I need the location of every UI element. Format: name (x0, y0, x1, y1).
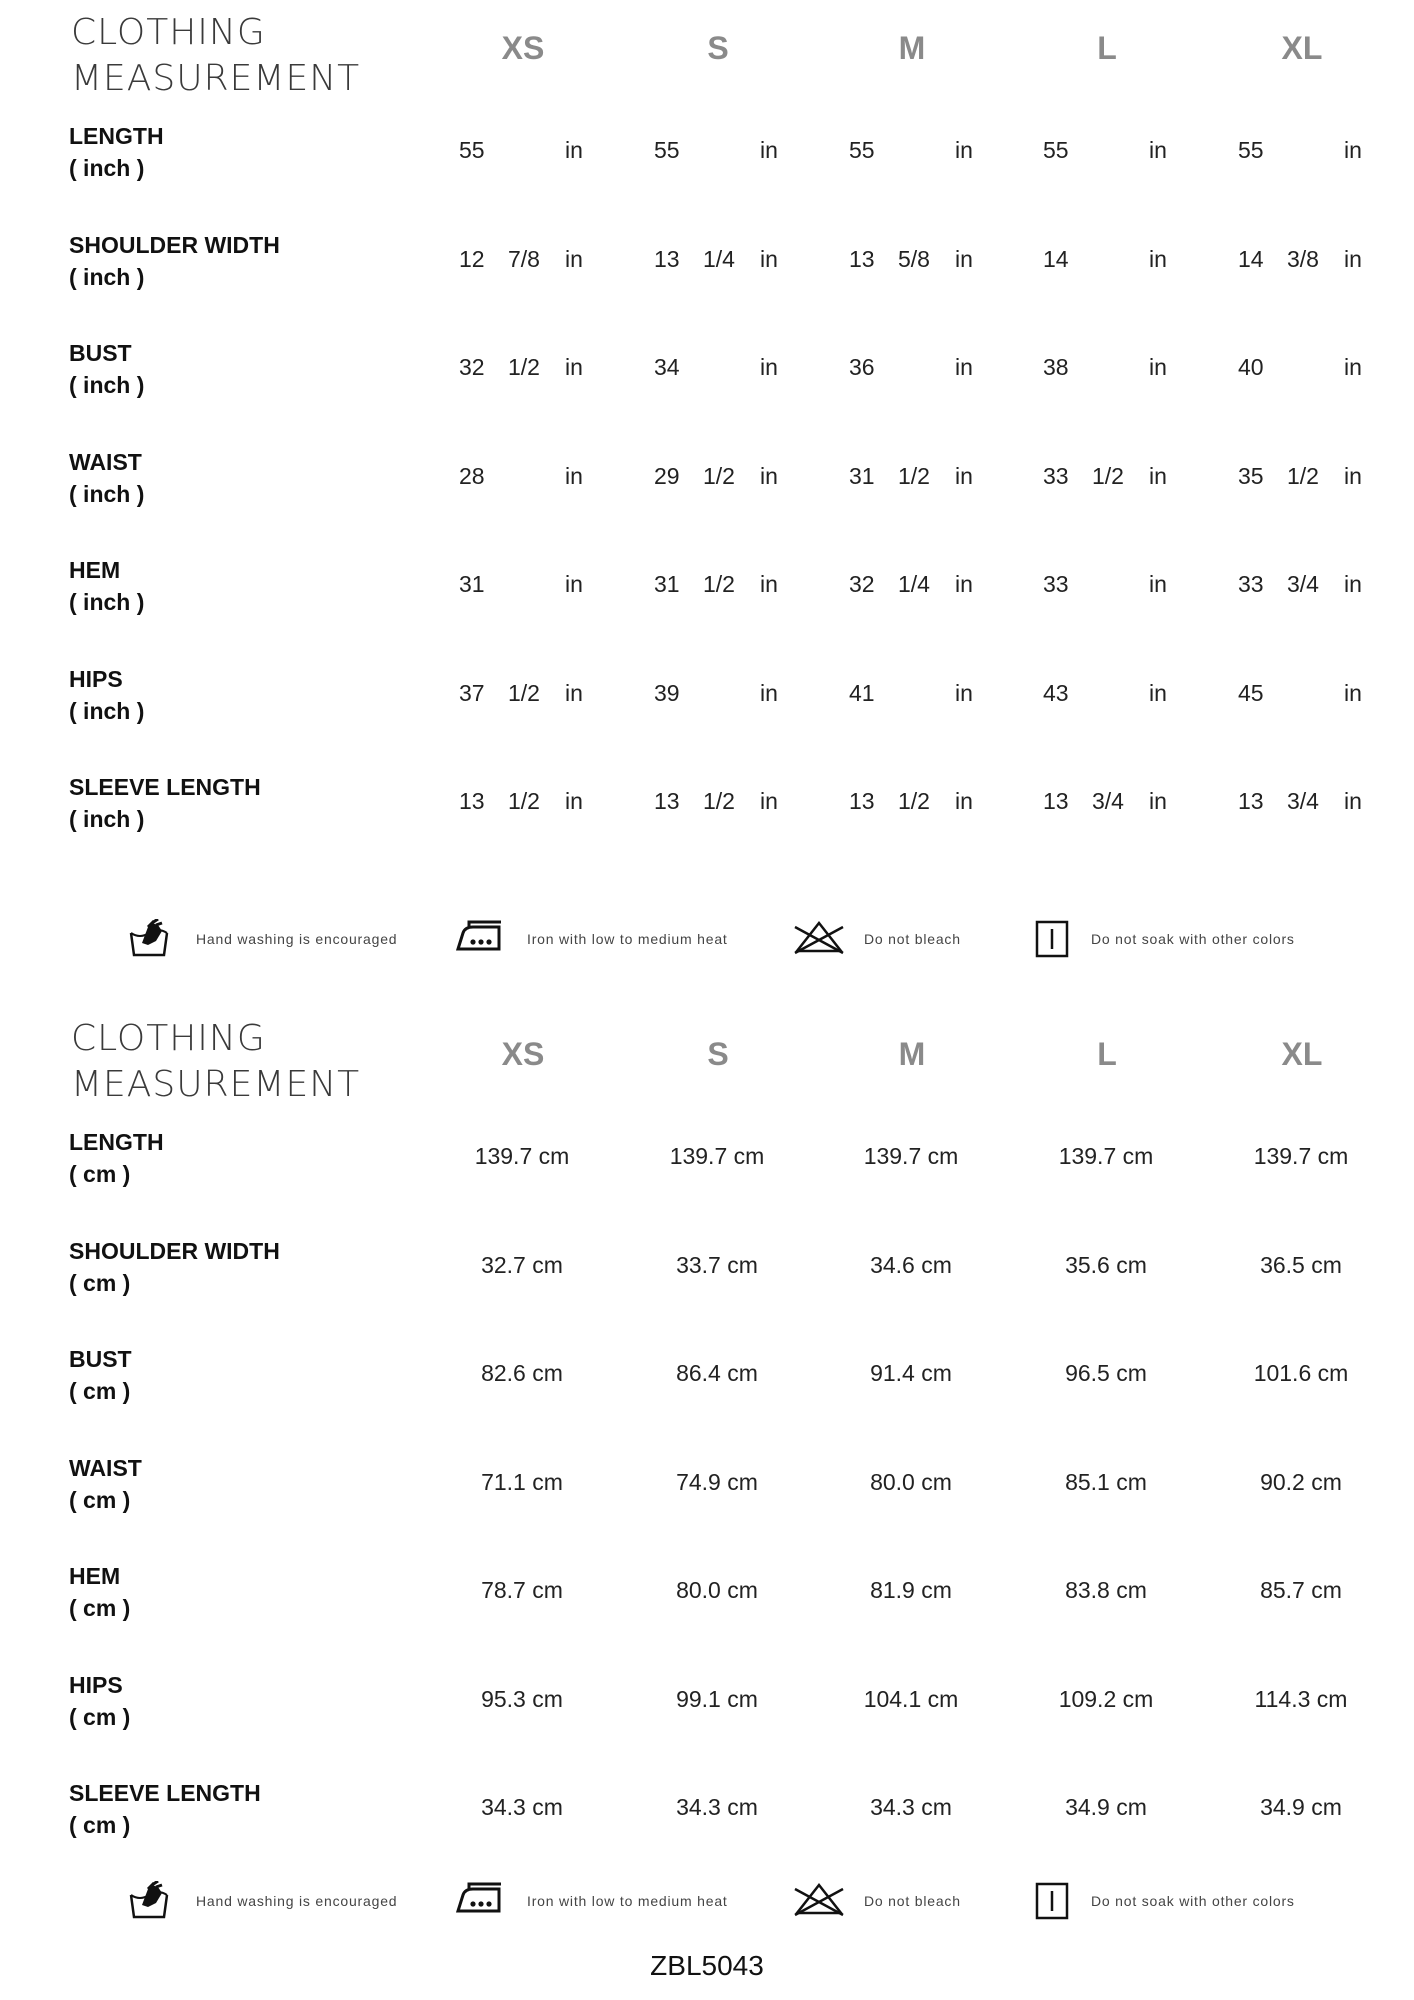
unit: in (955, 788, 973, 814)
value-cell: 80.0 cm (676, 1577, 758, 1603)
unit: in (565, 571, 583, 597)
care-text: Hand washing is encouraged (196, 1893, 398, 1909)
unit: in (1149, 679, 1167, 706)
size-header-s: S (707, 30, 729, 66)
row-label (69, 663, 144, 727)
unit: in (1149, 788, 1167, 814)
unit: in (1344, 788, 1362, 814)
size-header-xs: XS (501, 1036, 545, 1072)
size-header-m: M (898, 30, 926, 66)
value-cell: 74.9 cm (676, 1468, 758, 1495)
table-row (0, 771, 1414, 879)
measurement-name: SHOULDER WIDTH (69, 1237, 280, 1264)
unit: in (760, 679, 778, 706)
section-title (71, 10, 360, 102)
unit: in (1344, 245, 1362, 272)
measurement-name: SLEEVE LENGTH (69, 774, 261, 800)
unit: in (1344, 679, 1362, 706)
value-cell: 36.5 cm (1260, 1251, 1342, 1278)
whole-number: 33 (1043, 571, 1069, 597)
unit: in (760, 245, 778, 272)
table-row (0, 446, 1414, 554)
unit-label: ( inch ) (69, 155, 145, 181)
whole-number: 35 (1238, 462, 1264, 489)
unit: in (1344, 354, 1362, 380)
whole-number: 14 (1043, 245, 1069, 272)
value-cell: 86.4 cm (676, 1360, 758, 1386)
row-label (69, 554, 144, 618)
measurement-name: BUST (69, 1346, 132, 1372)
unit-label: ( cm ) (69, 1269, 131, 1296)
fraction: 3/4 (1092, 788, 1124, 814)
size-header-xs: XS (501, 30, 545, 66)
title-line-1: CLOTHING (71, 1018, 266, 1059)
table-row (0, 1777, 1414, 1885)
size-header-s: S (707, 1036, 729, 1072)
whole-number: 38 (1043, 354, 1069, 380)
size-header-xl: XL (1281, 1036, 1323, 1072)
table-row (0, 1235, 1414, 1343)
value-cell: 80.0 cm (870, 1468, 952, 1495)
unit-label: ( inch ) (69, 697, 145, 724)
fraction: 1/2 (898, 788, 930, 814)
whole-number: 55 (849, 137, 875, 163)
fraction: 1/2 (898, 462, 930, 489)
whole-number: 13 (849, 245, 875, 272)
whole-number: 13 (654, 245, 680, 272)
value-cell: 85.1 cm (1065, 1468, 1147, 1495)
value-cell: 99.1 cm (676, 1685, 758, 1712)
value-cell: 95.3 cm (481, 1685, 563, 1712)
measurement-name: SLEEVE LENGTH (69, 1780, 261, 1806)
value-cell: 82.6 cm (481, 1360, 563, 1386)
size-header-m: M (898, 1036, 926, 1072)
value-cell: 71.1 cm (481, 1468, 563, 1495)
unit: in (565, 462, 583, 489)
table-row (0, 663, 1414, 771)
unit: in (1149, 137, 1167, 163)
fraction: 3/4 (1287, 571, 1319, 597)
section-title (71, 1016, 360, 1108)
measurement-name: BUST (69, 340, 132, 366)
measurement-name: HIPS (69, 665, 123, 692)
row-label (69, 1669, 130, 1733)
fraction: 5/8 (898, 245, 930, 272)
unit: in (1344, 462, 1362, 489)
unit: in (955, 462, 973, 489)
whole-number: 55 (459, 137, 485, 163)
fraction: 1/2 (508, 354, 540, 380)
whole-number: 40 (1238, 354, 1264, 380)
measurement-name: WAIST (69, 448, 142, 475)
unit-label: ( cm ) (69, 1703, 131, 1730)
value-cell: 83.8 cm (1065, 1577, 1147, 1603)
unit-label: ( inch ) (69, 263, 145, 290)
whole-number: 37 (459, 679, 485, 706)
unit: in (565, 354, 583, 380)
care-text: Do not soak with other colors (1091, 1893, 1295, 1909)
unit-label: ( cm ) (69, 1161, 131, 1187)
care-text: Do not soak with other colors (1091, 931, 1295, 947)
fraction: 1/2 (1287, 462, 1319, 489)
fraction: 1/2 (508, 788, 540, 814)
value-cell: 33.7 cm (676, 1251, 758, 1278)
unit: in (955, 571, 973, 597)
unit-label: ( cm ) (69, 1812, 131, 1838)
whole-number: 14 (1238, 245, 1264, 272)
value-cell: 104.1 cm (863, 1685, 959, 1712)
whole-number: 32 (849, 571, 875, 597)
unit: in (565, 679, 583, 706)
table-row (0, 1343, 1414, 1451)
row-label (69, 771, 261, 835)
measurement-name: HEM (69, 1563, 121, 1589)
fraction: 1/4 (703, 245, 735, 272)
unit: in (760, 571, 778, 597)
unit-label: ( inch ) (69, 480, 145, 507)
value-cell: 35.6 cm (1065, 1251, 1147, 1278)
care-text: Do not bleach (864, 931, 961, 947)
table-row (0, 1669, 1414, 1777)
whole-number: 45 (1238, 679, 1264, 706)
whole-number: 33 (1238, 571, 1264, 597)
value-cell: 85.7 cm (1260, 1577, 1342, 1603)
unit: in (1344, 137, 1362, 163)
whole-number: 55 (1043, 137, 1069, 163)
size-header-xl: XL (1281, 30, 1323, 66)
value-cell: 109.2 cm (1058, 1685, 1154, 1712)
whole-number: 41 (849, 679, 875, 706)
table-row (0, 554, 1414, 662)
unit: in (955, 354, 973, 380)
whole-number: 13 (1238, 788, 1264, 814)
value-cell: 78.7 cm (481, 1577, 563, 1603)
whole-number: 29 (654, 462, 680, 489)
unit-label: ( inch ) (69, 589, 145, 615)
unit: in (955, 679, 973, 706)
whole-number: 55 (1238, 137, 1264, 163)
unit: in (760, 354, 778, 380)
whole-number: 13 (459, 788, 485, 814)
care-text: Hand washing is encouraged (196, 931, 398, 947)
value-cell: 139.7 cm (1058, 1143, 1154, 1169)
whole-number: 39 (654, 679, 680, 706)
value-cell: 114.3 cm (1254, 1685, 1348, 1712)
unit-label: ( inch ) (69, 806, 145, 832)
whole-number: 34 (654, 354, 680, 380)
whole-number: 55 (654, 137, 680, 163)
row-label (69, 1452, 142, 1516)
value-cell: 34.9 cm (1260, 1794, 1342, 1820)
table-row (0, 120, 1414, 228)
measurement-name: HIPS (69, 1671, 123, 1698)
value-cell: 32.7 cm (481, 1251, 563, 1278)
row-label (69, 1560, 130, 1624)
unit: in (760, 137, 778, 163)
whole-number: 31 (849, 462, 875, 489)
unit: in (760, 462, 778, 489)
value-cell: 34.9 cm (1065, 1794, 1147, 1820)
unit: in (565, 137, 583, 163)
measurement-name: SHOULDER WIDTH (69, 231, 280, 258)
whole-number: 13 (1043, 788, 1069, 814)
title-line-2: MEASUREMENT (71, 58, 361, 99)
measurement-name: HEM (69, 557, 121, 583)
unit: in (1149, 354, 1167, 380)
value-cell: 139.7 cm (1253, 1143, 1349, 1169)
unit: in (1149, 462, 1167, 489)
value-cell: 139.7 cm (669, 1143, 765, 1169)
whole-number: 36 (849, 354, 875, 380)
table-row (0, 1452, 1414, 1560)
size-header-l: L (1097, 30, 1117, 66)
table-row (0, 1560, 1414, 1668)
whole-number: 28 (459, 462, 485, 489)
row-label (69, 120, 164, 184)
row-label (69, 1126, 164, 1190)
whole-number: 31 (654, 571, 680, 597)
whole-number: 12 (459, 245, 485, 272)
unit: in (1149, 245, 1167, 272)
unit: in (955, 137, 973, 163)
whole-number: 13 (654, 788, 680, 814)
fraction: 1/4 (898, 571, 930, 597)
row-label (69, 337, 144, 401)
fraction: 1/2 (703, 788, 735, 814)
care-text: Iron with low to medium heat (527, 931, 728, 947)
table-row (0, 229, 1414, 337)
fraction: 3/8 (1287, 245, 1319, 272)
value-cell: 96.5 cm (1065, 1360, 1147, 1386)
size-header-l: L (1097, 1036, 1117, 1072)
row-label (69, 1235, 280, 1299)
table-row (0, 337, 1414, 445)
table-row (0, 1126, 1414, 1234)
measurement-name: WAIST (69, 1454, 142, 1481)
value-cell: 34.3 cm (481, 1794, 563, 1820)
value-cell: 34.6 cm (870, 1251, 952, 1278)
care-instructions-bar (0, 1877, 1414, 1927)
value-cell: 139.7 cm (474, 1143, 570, 1169)
care-text: Do not bleach (864, 1893, 961, 1909)
unit: in (955, 245, 973, 272)
product-code: ZBL5043 (650, 1950, 764, 1981)
row-label (69, 1777, 261, 1841)
care-instructions-bar (0, 915, 1414, 965)
value-cell: 81.9 cm (870, 1577, 952, 1603)
unit: in (1344, 571, 1362, 597)
whole-number: 33 (1043, 462, 1069, 489)
whole-number: 43 (1043, 679, 1069, 706)
value-cell: 34.3 cm (870, 1794, 952, 1820)
title-line-2: MEASUREMENT (71, 1064, 361, 1105)
unit: in (1149, 571, 1167, 597)
fraction: 7/8 (508, 245, 540, 272)
row-label (69, 446, 144, 510)
unit-label: ( cm ) (69, 1378, 131, 1404)
row-label (69, 1343, 132, 1407)
whole-number: 32 (459, 354, 485, 380)
fraction: 1/2 (1092, 462, 1124, 489)
unit: in (565, 245, 583, 272)
unit-label: ( cm ) (69, 1595, 131, 1621)
row-label (69, 229, 280, 293)
unit-label: ( inch ) (69, 372, 145, 398)
fraction: 1/2 (703, 462, 735, 489)
title-line-1: CLOTHING (71, 12, 266, 53)
whole-number: 31 (459, 571, 485, 597)
value-cell: 91.4 cm (870, 1360, 952, 1386)
value-cell: 139.7 cm (863, 1143, 959, 1169)
care-text: Iron with low to medium heat (527, 1893, 728, 1909)
unit: in (760, 788, 778, 814)
measurement-name: LENGTH (69, 1129, 164, 1155)
unit: in (565, 788, 583, 814)
fraction: 1/2 (703, 571, 735, 597)
fraction: 1/2 (508, 679, 540, 706)
fraction: 3/4 (1287, 788, 1319, 814)
unit-label: ( cm ) (69, 1486, 131, 1513)
value-cell: 34.3 cm (676, 1794, 758, 1820)
value-cell: 101.6 cm (1253, 1360, 1349, 1386)
value-cell: 90.2 cm (1260, 1468, 1342, 1495)
whole-number: 13 (849, 788, 875, 814)
measurement-name: LENGTH (69, 123, 164, 149)
